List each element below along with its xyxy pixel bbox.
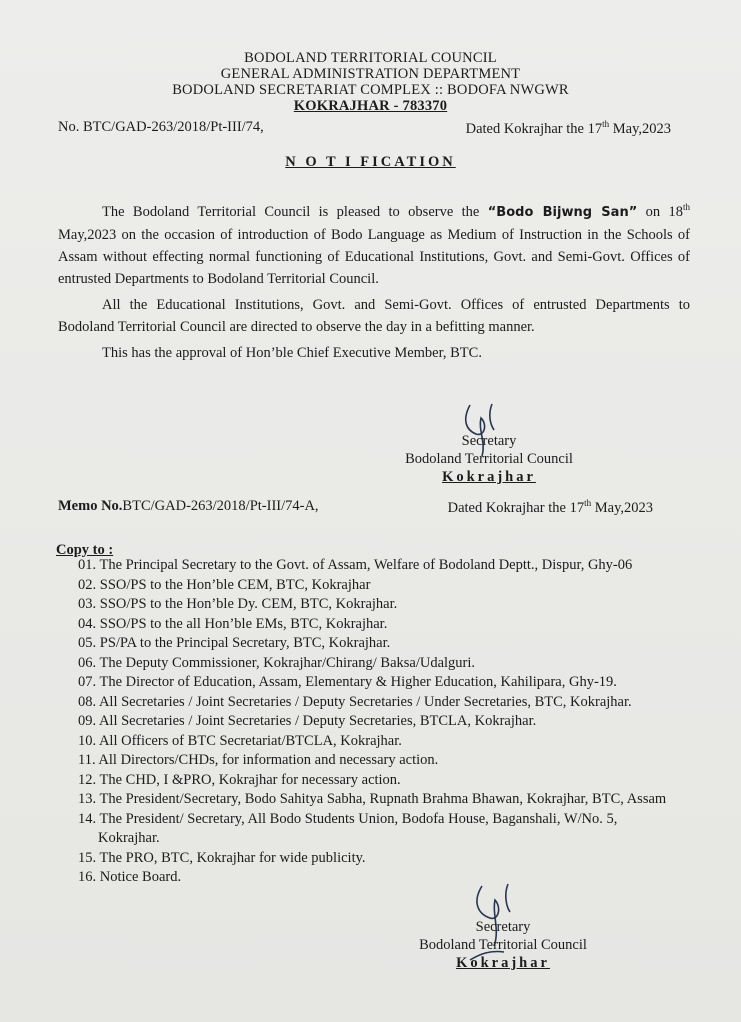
signatory-place: Kokrajhar: [456, 955, 550, 971]
header-city: KOKRAJHAR - 783370: [293, 98, 448, 114]
signature-block-1: [400, 432, 578, 486]
list-item: 14. The President/ Secretary, All Bodo Students Union, Bodofa House, Baganshali, W/No. 5, Kokrajhar.: [78, 810, 718, 849]
list-item: 12. The CHD, I &PRO, Kokrajhar for necessary action.: [78, 771, 401, 788]
list-item: 01. The Principal Secretary to the Govt. of Assam, Welfare of Bodoland Deptt., Dispur, Ghy-06: [78, 557, 633, 573]
list-item: 11. All Directors/CHDs, for information and necessary action.: [78, 752, 439, 768]
copy-to-label: Copy to :: [56, 542, 114, 558]
memo-number: Memo No.BTC/GAD-263/2018/Pt-III/74-A,: [58, 498, 319, 514]
list-item: 16. Notice Board.: [78, 869, 182, 885]
header-line-2: GENERAL ADMINISTRATION DEPARTMENT: [220, 66, 521, 82]
copy-to-list: [78, 556, 718, 888]
body-paragraph-2: All the Educational Institutions, Govt. and Semi-Govt. Offices of entrusted Departments to Bodoland Territorial Council are directed to observe the day in a befitting manner.: [58, 296, 690, 335]
list-item: 07. The Director of Education, Assam, Elementary & Higher Education, Kahilipara, Ghy-19.: [78, 674, 617, 690]
list-item: 09. All Secretaries / Joint Secretaries / Deputy Secretaries, BTCLA, Kokrajhar.: [78, 713, 537, 729]
signatory-title: Secretary: [475, 919, 531, 935]
document-title: N O T I FICATION: [285, 154, 456, 170]
signatory-org: Bodoland Territorial Council: [419, 937, 587, 953]
list-item: 03. SSO/PS to the Hon’ble Dy. CEM, BTC, Kokrajhar.: [78, 596, 398, 612]
memo-line: [58, 498, 653, 517]
body-paragraph-1: The Bodoland Territorial Council is pleased to observe the “Bodo Bijwng San” on 18th May,2023 on the occasion of introduction of Bodo Language as Medium of Instruction in the Schools of Assam without effecting normal functioning of Educational Institutions, Govt. and Semi-Govt. Offices of entrusted Departments to Bodoland Territorial Council.: [58, 202, 691, 287]
body-paragraph-3: This has the approval of Hon’ble Chief Executive Member, BTC.: [102, 344, 482, 361]
signatory-title: Secretary: [461, 433, 517, 449]
list-item: 10. All Officers of BTC Secretariat/BTCLA, Kokrajhar.: [78, 732, 402, 749]
list-item: 05. PS/PA to the Principal Secretary, BTC, Kokrajhar.: [78, 635, 391, 651]
letterhead: [0, 50, 741, 114]
memo-date: Dated Kokrajhar the 17th May,2023: [447, 498, 653, 516]
list-item: 08. All Secretaries / Joint Secretaries / Deputy Secretaries / Under Secretaries, BTC, Kokrajhar.: [78, 693, 632, 710]
header-line-3: BODOLAND SECRETARIAT COMPLEX :: BODOFA NWGWR: [172, 82, 569, 98]
reference-date: Dated Kokrajhar the 17th May,2023: [465, 119, 671, 137]
list-item: 04. SSO/PS to the all Hon’ble EMs, BTC, Kokrajhar.: [78, 615, 388, 632]
signatory-place: Kokrajhar: [442, 469, 536, 485]
list-item: 02. SSO/PS to the Hon’ble CEM, BTC, Kokrajhar: [78, 576, 371, 593]
list-item: 06. The Deputy Commissioner, Kokrajhar/Chirang/ Baksa/Udalguri.: [78, 654, 476, 671]
list-item: 13. The President/Secretary, Bodo Sahitya Sabha, Rupnath Brahma Bhawan, Kokrajhar, BTC, Assam: [78, 791, 667, 807]
reference-line: [58, 119, 671, 138]
signatory-org: Bodoland Territorial Council: [405, 451, 573, 467]
list-item: 15. The PRO, BTC, Kokrajhar for wide publicity.: [78, 849, 366, 866]
reference-number: No. BTC/GAD-263/2018/Pt-III/74,: [58, 119, 264, 135]
list-item-continuation: Kokrajhar.: [98, 830, 160, 846]
signature-block-2: [408, 918, 598, 972]
header-line-1: BODOLAND TERRITORIAL COUNCIL: [244, 50, 497, 66]
notification-body: [58, 196, 690, 368]
